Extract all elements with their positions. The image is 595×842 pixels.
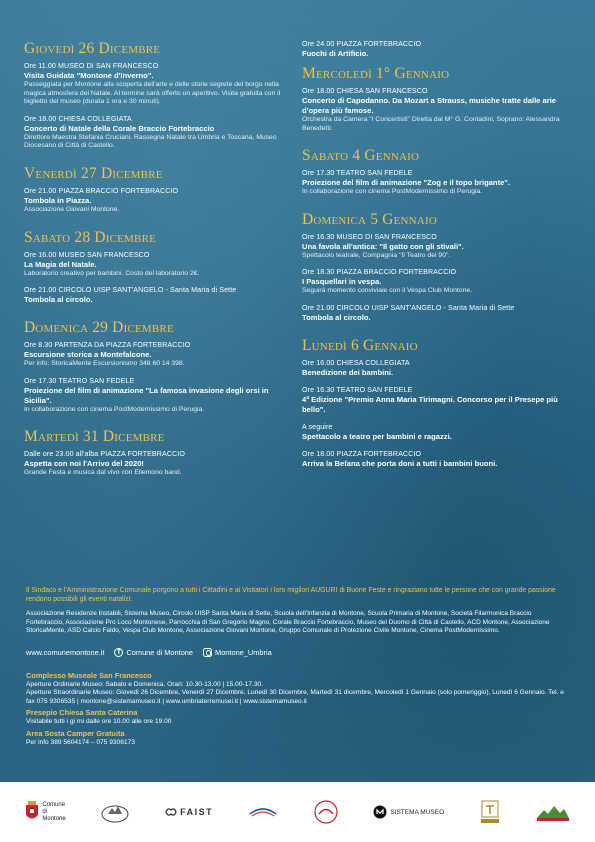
event-description: Passeggiata per Montone alla scoperta dell'arte e delle storie segrete del borgo nella magica atmosfera del Natale. Al termine sarà offerto un aperitivo. Visita gratuita con il biglietto del museo (durata 1 ora e 30 minuti).: [24, 81, 281, 106]
event-title: Fuochi di Artificio.: [302, 49, 369, 58]
montone-landscape-icon: [536, 802, 570, 822]
day-heading: Domenica 29 Dicembre: [24, 319, 174, 337]
event: [24, 251, 286, 279]
event: [302, 268, 564, 296]
event-time-place: Ore 18.30 PIAZZA BRACCIO FORTEBRACCIO: [302, 268, 457, 277]
tc-service-emblem-icon: [479, 799, 501, 825]
tc-service-logo: [479, 799, 501, 825]
event-time-place: Ore 16.00 CHIESA COLLEGIATA: [302, 358, 410, 367]
event-time-place: Ore 18.00 PIAZZA FORTEBRACCIO: [302, 449, 422, 458]
info-line: Visitabile tutti i gi rni dalle ore 10.00 alle ore 19.00: [26, 718, 172, 726]
practical-info: [26, 671, 571, 750]
event-description: In collaborazione con cinema PostModernissimo di Perugia.: [302, 188, 483, 196]
event: [302, 359, 564, 378]
event-title: Benedizione dei bambini.: [302, 367, 394, 377]
sea-logo-mark: [248, 804, 278, 820]
facebook-link[interactable]: f Comune di Montone: [114, 648, 193, 657]
event: [302, 87, 564, 133]
event-title: I Pasquellari in vespa.: [302, 277, 382, 287]
pro-loco-logo: [100, 800, 130, 824]
right-column: [302, 40, 564, 483]
event-time-place: Ore 21.00 CIRCOLO UISP SANT'ANGELO - Santa Maria di Sette: [302, 303, 515, 312]
event-time-place: Ore 11.00 MUSEO DI SAN FRANCESCO: [24, 62, 159, 70]
event-description: Laboratorio creativo per bambini. Costo del laboratorio 2€.: [24, 269, 200, 277]
event-title: Tombola al circolo.: [302, 312, 371, 322]
event: [302, 386, 564, 415]
event-time-place: Ore 17.30 TEATRO SAN FEDELE: [24, 376, 135, 385]
event-title: La Magia del Natale.: [24, 259, 97, 269]
event: [24, 341, 286, 369]
event-time-place: Ore 18.00 CHIESA SAN FRANCESCO: [302, 87, 428, 95]
info-line: Aperture Ordinarie Museo: Sabato e Domenica. Orari: 10.30-13.00 | 15.00-17.30.: [26, 680, 264, 688]
event: [24, 286, 286, 305]
event-description: Seguirà momento conviviale con il Vespa Club Montone.: [302, 287, 473, 295]
day-heading: Mercoledì 1° Gennaio: [302, 65, 450, 82]
event-time-place: Ore 16.30 MUSEO DI SAN FRANCESCO: [302, 232, 437, 241]
event-time-place: Ore 16.30 TEATRO SAN FEDELE: [302, 385, 413, 394]
event-title: 4ª Edizione "Premio Anna Maria Tirimagni. Concorso per il Presepe più bello".: [302, 394, 558, 414]
event-title: Concerto di Capodanno. Da Mozart a Strauss, musiche tratte dalle arie d'opera più famose.: [302, 96, 557, 115]
event-title: Tombola al circolo.: [24, 295, 93, 305]
event-fireworks: [302, 40, 564, 59]
info-title: Area Sosta Camper Gratuita: [26, 728, 125, 738]
sistema-museo-mark-icon: [373, 805, 387, 819]
event-title: Tombola in Piazza.: [24, 195, 92, 205]
sponsor-footer: [0, 782, 595, 842]
event-title: Arriva la Befana che porta doni a tutti i bambini buoni.: [302, 458, 498, 468]
aimet-logo: [313, 799, 339, 825]
day-heading: Sabato 28 Dicembre: [24, 228, 157, 246]
montone-logo: [536, 802, 570, 822]
day-heading: Lunedì 6 Gennaio: [302, 336, 418, 354]
faist-mark-icon: [165, 806, 177, 818]
event-description: In collaborazione con cinema PostModernissimo di Perugia.: [24, 405, 205, 413]
info-line: Per info 389 5604174 – 075 9306173: [26, 738, 135, 746]
event-time-place: Ore 8.30 PARTENZA DA PIAZZA FORTEBRACCIO: [24, 341, 191, 350]
event-time-place: Ore 21.00 PIAZZA BRACCIO FORTEBRACCIO: [24, 186, 179, 195]
event-time-place: Ore 24.00 PIAZZA FORTEBRACCIO: [302, 40, 422, 48]
event: [24, 377, 286, 415]
info-line: Aperture Straordinarie Museo: Giovedì 26 Dicembre, Venerdì 27 Dicembre, Lunedì 30 Dicembre, Martedì 31 dicembre, Mercoledì 1 Gennaio (solo pomeriggio), Lunedì 6 Gennaio. Tel. e fax 075 9306535 | montone@sistemamuseo.it | www.umbriaterremusei.it | www.sistemamuseo.it: [26, 689, 564, 705]
event-time-place: Dalle ore 23.00 all'alba PIAZZA FORTEBRACCIO: [24, 450, 185, 459]
right-column-days: [302, 65, 564, 483]
event-title: Proiezione del film di animazione "La famosa invasione degli orsi in Sicilia".: [24, 385, 269, 405]
event-time-place: Ore 16.00 MUSEO SAN FRANCESCO: [24, 250, 150, 259]
event-title: Una favola all'antica: "Il gatto con gli stivali".: [302, 241, 464, 251]
sea-logo: [248, 804, 278, 820]
event-time-place: Ore 17.30 TEATRO SAN FEDELE: [302, 169, 413, 178]
event: [24, 187, 286, 215]
aimet-emblem-icon: [313, 799, 339, 825]
contact-links: [26, 648, 571, 657]
event: [302, 233, 564, 261]
sistema-museo-logo: SISTEMA MUSEO: [373, 805, 444, 819]
info-title: Complesso Museale San Francesco: [26, 670, 152, 680]
event-time-place: Ore 18.00 CHIESA COLLEGIATA: [24, 114, 132, 123]
event: [302, 304, 564, 323]
website-link[interactable]: www.comunemontone.it: [26, 647, 105, 657]
event-description: Direttore Maestra Stefania Cruciani. Rassegna Natale tra Umbria e Toscana, Museo Diocesano di Città di Castello.: [24, 133, 277, 150]
event: [24, 450, 286, 478]
event-title: Visita Guidata "Montone d'Inverno".: [24, 71, 154, 80]
event: [302, 450, 564, 469]
day-heading: Giovedì 26 Dicembre: [24, 40, 161, 57]
coat-of-arms-icon: [25, 801, 39, 823]
event: [24, 62, 286, 107]
faist-logo: FAIST: [165, 806, 213, 818]
day-heading: Venerdì 27 Dicembre: [24, 164, 163, 182]
event-description: Orchestra da Camera "I Concertisti" Diretta dal M° G. Contadini, Soprano: Alessandra Benedetti.: [302, 116, 560, 132]
event-title: Escursione storica a Montefalcone.: [24, 350, 152, 360]
info-section: [26, 586, 571, 749]
instagram-icon: [203, 648, 212, 657]
event-description: Per info: StoricaMente Escursionismo 348 60 14 398.: [24, 360, 185, 368]
thanks-intro: Il Sindaco e l'Amministrazione Comunale porgono a tutti i Cittadini e ai Visitatori i loro migliori AUGURI di Buone Feste e ringraziano tutte le persone che con grande passione rendono possibili gli eventi natalizi:: [26, 587, 556, 603]
day-heading: Domenica 5 Gennaio: [302, 210, 437, 228]
event: [302, 169, 564, 197]
event-time-place: Ore 21.00 CIRCOLO UISP SANT'ANGELO - Santa Maria di Sette: [24, 286, 237, 295]
pro-loco-emblem-icon: [100, 800, 130, 824]
event-time-place: A seguire: [302, 422, 333, 431]
facebook-icon: [114, 648, 123, 657]
associations-list: Associazione Residenze Instabili, Sistema Museo, Circolo UISP Santa Maria di Sette, Scuola dell'Infanzia di Montone, Scuola Primaria di Montone, Società Filarmonica Braccio Fortebraccio, Associazione Pro Loco Montonese, Parrocchia di San Gregorio Magno, Corale Braccio Fortebraccio, Museo del Duomo di Città di Castello, ACD Montone, Associazione StoricaMente, ASD Calcio Faldo, Vespa Club Montone, Associazione Giovani Montone, Gruppo Comunale di Protezione Civile Montone, Cinema PostModernissimo.: [26, 610, 550, 635]
left-column: [24, 40, 286, 492]
event-title: Spettacolo a teatro per bambini e ragazzi.: [302, 431, 452, 441]
comune-logo: Comune di Montone: [25, 801, 65, 823]
event-title: Concerto di Natale della Corale Braccio Fortebraccio: [24, 123, 215, 133]
event-description: Grande Festa e musica dal vivo con Ellemono band.: [24, 469, 182, 477]
info-title: Presepio Chiesa Santa Caterina: [26, 708, 138, 718]
event: [302, 423, 564, 442]
event-title: Aspetta con noi l'Arrivo del 2020!: [24, 459, 144, 469]
day-heading: Sabato 4 Gennaio: [302, 147, 420, 165]
event-title: Proiezione del film di animazione "Zog e il topo brigante".: [302, 178, 511, 188]
instagram-link[interactable]: Montone_Umbria: [203, 648, 272, 657]
day-heading: Martedì 31 Dicembre: [24, 428, 165, 446]
event-description: Associazione Giovani Montone.: [24, 205, 120, 213]
event: [24, 115, 286, 151]
event-description: Spettacolo teatrale, Compagnia "Il Teatro dei 90".: [302, 251, 451, 259]
